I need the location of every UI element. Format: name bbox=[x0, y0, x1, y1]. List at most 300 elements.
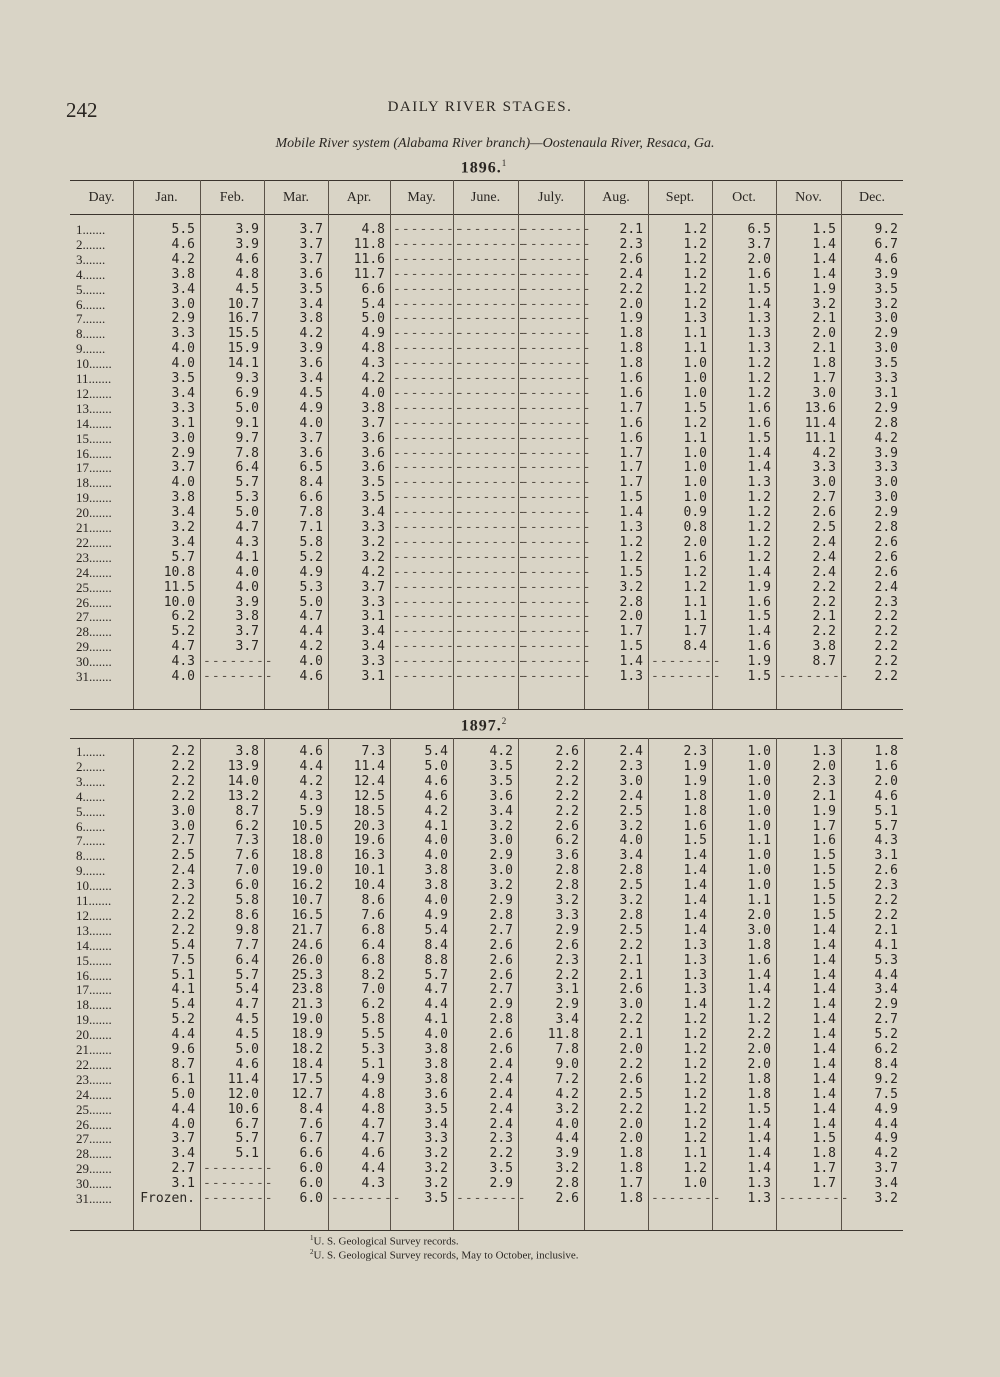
stage-value: 4.4 bbox=[874, 1116, 898, 1132]
stage-value: 1.7 bbox=[812, 371, 836, 386]
day-label: 21....... bbox=[76, 1042, 112, 1057]
stage-value: 8.4 bbox=[424, 937, 448, 953]
column-header-oct: Oct. bbox=[732, 190, 756, 205]
blank-entry: -------- bbox=[456, 639, 527, 655]
stage-value: 3.8 bbox=[812, 639, 836, 655]
stage-value: 2.8 bbox=[555, 878, 579, 894]
stage-value: 1.2 bbox=[683, 1161, 707, 1177]
stage-value: 1.5 bbox=[747, 609, 771, 625]
stage-value: 3.4 bbox=[171, 534, 195, 550]
stage-value: 2.0 bbox=[619, 1131, 643, 1147]
stage-value: 1.6 bbox=[812, 833, 836, 849]
stage-value: 2.9 bbox=[171, 445, 195, 461]
stage-value: 2.6 bbox=[555, 744, 579, 759]
t1897-column-june bbox=[456, 744, 527, 1207]
stage-value: 6.7 bbox=[299, 1131, 323, 1147]
stage-value: 4.6 bbox=[299, 744, 323, 759]
stage-value: 4.2 bbox=[555, 1086, 579, 1102]
stage-value: 10.0 bbox=[163, 594, 195, 610]
t1896-column-may bbox=[393, 222, 464, 685]
stage-value: 9.0 bbox=[555, 1056, 579, 1072]
blank-entry: -------- bbox=[456, 609, 527, 625]
stage-value: 8.2 bbox=[361, 967, 385, 983]
stage-value: 1.8 bbox=[812, 1146, 836, 1162]
stage-value: 4.0 bbox=[235, 564, 259, 580]
stage-value: 1.8 bbox=[812, 356, 836, 372]
stage-value: 3.1 bbox=[361, 669, 385, 684]
t1896-column-mar bbox=[267, 223, 323, 685]
stage-value: 2.3 bbox=[812, 773, 836, 789]
t1897-column-apr bbox=[331, 744, 402, 1207]
stage-value: 6.6 bbox=[299, 1146, 323, 1162]
stage-value: 6.0 bbox=[299, 1176, 323, 1192]
stage-value: 10.5 bbox=[291, 818, 323, 834]
stage-value: 3.3 bbox=[361, 594, 385, 610]
stage-value: 2.3 bbox=[171, 878, 195, 894]
day-label: 16....... bbox=[76, 445, 112, 461]
column-header-june: June. bbox=[470, 190, 501, 205]
footnote-marker-1: 1 bbox=[501, 158, 508, 168]
rule-1897-top bbox=[70, 738, 903, 739]
stage-value: 3.2 bbox=[619, 818, 643, 834]
stage-value: 1.1 bbox=[683, 341, 707, 357]
stage-value: 1.4 bbox=[812, 982, 836, 998]
stage-value: 2.0 bbox=[747, 1056, 771, 1072]
stage-value: 4.1 bbox=[424, 1012, 448, 1028]
stage-value: 1.4 bbox=[619, 654, 643, 670]
stage-value: 2.3 bbox=[555, 952, 579, 968]
day-label: 4....... bbox=[76, 266, 106, 282]
footnote-2-mark: 2 bbox=[310, 1248, 314, 1256]
stage-value: 2.7 bbox=[171, 833, 195, 849]
stage-value: 16.7 bbox=[227, 311, 259, 327]
stage-value: 5.5 bbox=[361, 1027, 385, 1043]
stage-value: 8.4 bbox=[299, 475, 323, 491]
stage-value: 3.0 bbox=[619, 773, 643, 789]
blank-entry: -------- bbox=[456, 534, 527, 550]
stage-value: 2.2 bbox=[171, 893, 195, 908]
blank-entry: -------- bbox=[521, 520, 592, 535]
footnote-2-text: U. S. Geological Survey records, May to October, inclusive. bbox=[313, 1249, 579, 1262]
stage-value: 2.6 bbox=[555, 818, 579, 834]
column-divider bbox=[328, 738, 329, 1230]
blank-entry: -------- bbox=[456, 281, 527, 297]
stage-value: 3.8 bbox=[424, 863, 448, 879]
blank-entry: -------- bbox=[521, 251, 592, 267]
stage-value: 2.2 bbox=[874, 907, 898, 923]
stage-value: 4.9 bbox=[874, 1101, 898, 1117]
stage-value: 1.5 bbox=[619, 639, 643, 655]
stage-value: 1.7 bbox=[812, 1176, 836, 1192]
stage-value: 3.8 bbox=[424, 1071, 448, 1087]
stage-value: 19.6 bbox=[353, 833, 385, 849]
stage-value: 3.7 bbox=[299, 236, 323, 252]
stage-value: 1.6 bbox=[747, 594, 771, 610]
stage-value: 4.4 bbox=[299, 758, 323, 774]
stage-value: 19.0 bbox=[291, 863, 323, 879]
column-header-apr: Apr. bbox=[346, 190, 372, 205]
column-divider bbox=[712, 180, 713, 709]
stage-value: 1.4 bbox=[812, 1012, 836, 1028]
stage-value: 1.8 bbox=[619, 1161, 643, 1177]
blank-entry: -------- bbox=[393, 251, 464, 267]
stage-value: 2.4 bbox=[171, 863, 195, 879]
stage-value: 2.6 bbox=[555, 937, 579, 953]
stage-value: 5.1 bbox=[361, 1056, 385, 1072]
stage-value: 8.7 bbox=[235, 803, 259, 819]
blank-entry: -------- bbox=[393, 534, 464, 550]
stage-value: 1.6 bbox=[619, 415, 643, 431]
stage-value: 1.2 bbox=[747, 356, 771, 372]
stage-value: 3.6 bbox=[299, 356, 323, 372]
stage-value: 4.0 bbox=[171, 341, 195, 357]
blank-entry: -------- bbox=[456, 505, 527, 521]
day-label: 26....... bbox=[76, 1116, 112, 1132]
stage-value: 1.4 bbox=[747, 564, 771, 580]
blank-entry: -------- bbox=[521, 654, 592, 670]
stage-value: 3.9 bbox=[874, 445, 898, 461]
stage-value: 5.9 bbox=[299, 803, 323, 819]
blank-entry: -------- bbox=[393, 445, 464, 461]
stage-value: 4.4 bbox=[424, 997, 448, 1013]
stage-value: 2.5 bbox=[619, 922, 643, 938]
stage-value: 4.0 bbox=[424, 833, 448, 849]
year-1897-heading bbox=[0, 716, 968, 735]
stage-value: 25.3 bbox=[291, 967, 323, 983]
day-label: 22....... bbox=[76, 1056, 112, 1072]
footnote-1 bbox=[310, 1234, 459, 1248]
day-label: 31....... bbox=[76, 1191, 112, 1206]
stage-value: 1.2 bbox=[747, 385, 771, 401]
stage-value: 1.2 bbox=[683, 1101, 707, 1117]
stage-value: 5.0 bbox=[235, 400, 259, 416]
stage-value: 10.1 bbox=[353, 863, 385, 879]
stage-value: 4.1 bbox=[171, 982, 195, 998]
t1896-column-dec bbox=[844, 223, 898, 685]
blank-entry: -------- bbox=[393, 475, 464, 491]
blank-entry: -------- bbox=[393, 326, 464, 342]
stage-value: 1.4 bbox=[812, 1101, 836, 1117]
stage-value: 2.7 bbox=[812, 490, 836, 506]
stage-value: 4.3 bbox=[361, 356, 385, 372]
blank-entry: -------- bbox=[393, 400, 464, 416]
stage-value: 1.9 bbox=[812, 281, 836, 297]
stage-value: 3.1 bbox=[361, 609, 385, 625]
stage-value: 4.4 bbox=[874, 967, 898, 983]
blank-entry: -------- bbox=[456, 415, 527, 431]
stage-value: 3.4 bbox=[424, 1116, 448, 1132]
stage-value: 1.8 bbox=[874, 744, 898, 759]
stage-value: 2.9 bbox=[874, 997, 898, 1013]
stage-value: 4.9 bbox=[299, 564, 323, 580]
day-label: 22....... bbox=[76, 534, 112, 550]
stage-value: 2.0 bbox=[619, 609, 643, 625]
blank-entry: -------- bbox=[521, 341, 592, 357]
column-divider bbox=[776, 738, 777, 1230]
blank-entry: -------- bbox=[521, 445, 592, 461]
day-label: 4....... bbox=[76, 788, 106, 804]
stage-value: 2.0 bbox=[619, 1116, 643, 1132]
stage-value: 9.7 bbox=[235, 430, 259, 446]
stage-value: 1.2 bbox=[683, 579, 707, 595]
stage-value: 1.4 bbox=[812, 1086, 836, 1102]
t1897-column-oct bbox=[715, 745, 771, 1207]
rule-header-bottom bbox=[70, 214, 903, 215]
stage-value: 2.0 bbox=[812, 326, 836, 342]
day-label: 14....... bbox=[76, 937, 112, 953]
stage-value: 4.1 bbox=[874, 937, 898, 953]
stage-value: 3.0 bbox=[812, 385, 836, 401]
stage-value: 1.7 bbox=[619, 624, 643, 640]
stage-value: 2.2 bbox=[812, 624, 836, 640]
stage-value: 1.6 bbox=[683, 549, 707, 565]
day-label: 11....... bbox=[76, 371, 112, 386]
t1897-column-jan bbox=[136, 745, 195, 1207]
stage-value: 1.2 bbox=[747, 490, 771, 506]
blank-entry: -------- bbox=[651, 654, 722, 670]
stage-value: 2.9 bbox=[874, 505, 898, 521]
stage-value: 11.4 bbox=[353, 758, 385, 774]
stage-value: 3.6 bbox=[361, 445, 385, 461]
blank-entry: -------- bbox=[456, 251, 527, 267]
stage-value: 4.9 bbox=[424, 907, 448, 923]
stage-value: 3.5 bbox=[489, 773, 513, 789]
stage-value: 11.8 bbox=[353, 236, 385, 252]
stage-value: 1.5 bbox=[619, 564, 643, 580]
stage-value: 3.8 bbox=[299, 311, 323, 327]
stage-value: 2.4 bbox=[619, 744, 643, 759]
day-label: 3....... bbox=[76, 251, 106, 267]
stage-value: 2.5 bbox=[619, 1086, 643, 1102]
column-divider bbox=[133, 738, 134, 1230]
stage-value: 5.8 bbox=[235, 893, 259, 908]
stage-value: 3.3 bbox=[171, 326, 195, 342]
blank-entry: -------- bbox=[521, 371, 592, 386]
stage-value: 3.2 bbox=[812, 296, 836, 312]
stage-value: 2.2 bbox=[619, 1012, 643, 1028]
stage-value: 3.0 bbox=[171, 430, 195, 446]
stage-value: 3.6 bbox=[555, 848, 579, 864]
stage-value: 3.0 bbox=[874, 311, 898, 327]
stage-value: 1.3 bbox=[619, 520, 643, 535]
stage-value: 3.5 bbox=[874, 356, 898, 372]
stage-value: 11.6 bbox=[353, 251, 385, 267]
stage-value: 2.2 bbox=[874, 624, 898, 640]
stage-value: 4.3 bbox=[171, 654, 195, 670]
blank-entry: -------- bbox=[521, 385, 592, 401]
stage-value: 2.4 bbox=[619, 266, 643, 282]
stage-value: 2.1 bbox=[812, 609, 836, 625]
stage-value: 4.0 bbox=[361, 385, 385, 401]
stage-value: 4.0 bbox=[171, 1116, 195, 1132]
stage-value: 1.0 bbox=[683, 445, 707, 461]
stage-value: 4.7 bbox=[171, 639, 195, 655]
stage-value: 3.5 bbox=[424, 1191, 448, 1206]
stage-value: 3.4 bbox=[489, 803, 513, 819]
stage-value: 3.2 bbox=[489, 878, 513, 894]
stage-value: 6.2 bbox=[874, 1042, 898, 1057]
blank-entry: -------- bbox=[203, 654, 274, 670]
footnote-1-mark: 1 bbox=[310, 1234, 314, 1242]
stage-value: 3.5 bbox=[171, 371, 195, 386]
stage-value: 4.6 bbox=[874, 251, 898, 267]
blank-entry: -------- bbox=[456, 326, 527, 342]
blank-entry: -------- bbox=[393, 609, 464, 625]
stage-value: 3.8 bbox=[171, 266, 195, 282]
stage-value: 18.4 bbox=[291, 1056, 323, 1072]
blank-entry: -------- bbox=[651, 669, 722, 684]
stage-value: 4.5 bbox=[235, 281, 259, 297]
stage-value: 2.2 bbox=[171, 907, 195, 923]
stage-value: 7.6 bbox=[361, 907, 385, 923]
stage-value: 1.5 bbox=[683, 833, 707, 849]
stage-value: 1.0 bbox=[747, 848, 771, 864]
t1897-column-mar bbox=[267, 745, 323, 1207]
stage-value: 11.4 bbox=[804, 415, 836, 431]
stage-value: 1.3 bbox=[619, 669, 643, 684]
stage-value: 2.2 bbox=[812, 579, 836, 595]
rule-1896-bottom bbox=[70, 709, 903, 710]
stage-value: 2.2 bbox=[874, 669, 898, 684]
stage-value: 10.4 bbox=[353, 878, 385, 894]
column-header-july: July. bbox=[538, 190, 564, 205]
stage-value: 5.3 bbox=[299, 579, 323, 595]
stage-value: 1.0 bbox=[683, 460, 707, 476]
blank-entry: -------- bbox=[393, 460, 464, 476]
stage-value: 2.8 bbox=[555, 863, 579, 879]
day-label: 15....... bbox=[76, 952, 112, 968]
stage-value: 1.9 bbox=[747, 654, 771, 670]
stage-value: 0.9 bbox=[683, 505, 707, 521]
stage-value: 1.0 bbox=[683, 385, 707, 401]
day-label: 9....... bbox=[76, 863, 106, 879]
stage-value: 5.3 bbox=[361, 1042, 385, 1057]
blank-entry: -------- bbox=[521, 281, 592, 297]
stage-value: 4.7 bbox=[235, 997, 259, 1013]
day-label: 20....... bbox=[76, 505, 112, 521]
stage-value: 3.8 bbox=[171, 490, 195, 506]
stage-value: 1.6 bbox=[747, 415, 771, 431]
stage-value: 8.6 bbox=[235, 907, 259, 923]
blank-entry: -------- bbox=[521, 639, 592, 655]
blank-entry: -------- bbox=[393, 490, 464, 506]
stage-value: 7.5 bbox=[171, 952, 195, 968]
day-label: 11....... bbox=[76, 893, 112, 908]
stage-value: 11.8 bbox=[547, 1027, 579, 1043]
stage-value: 1.2 bbox=[683, 1086, 707, 1102]
stage-value: 4.2 bbox=[299, 326, 323, 342]
column-divider bbox=[264, 180, 265, 709]
stage-value: 11.1 bbox=[804, 430, 836, 446]
stage-value: 2.4 bbox=[812, 549, 836, 565]
day-label: 5....... bbox=[76, 281, 106, 297]
stage-value: 4.7 bbox=[235, 520, 259, 535]
column-divider bbox=[648, 180, 649, 709]
stage-value: 4.1 bbox=[424, 818, 448, 834]
stage-value: 1.5 bbox=[812, 907, 836, 923]
stage-value: 1.4 bbox=[747, 445, 771, 461]
stage-value: 1.8 bbox=[747, 937, 771, 953]
stage-value: 2.7 bbox=[489, 922, 513, 938]
stage-value: 1.8 bbox=[619, 1191, 643, 1206]
blank-entry: -------- bbox=[393, 341, 464, 357]
stage-value: 18.0 bbox=[291, 833, 323, 849]
column-header-sept: Sept. bbox=[665, 190, 695, 205]
stage-value: 9.2 bbox=[874, 1071, 898, 1087]
day-label: 1....... bbox=[76, 744, 106, 759]
blank-entry: -------- bbox=[456, 1191, 527, 1206]
day-label: 27....... bbox=[76, 1131, 112, 1147]
day-label: 23....... bbox=[76, 1071, 112, 1087]
stage-value: 2.7 bbox=[874, 1012, 898, 1028]
footnote-2 bbox=[310, 1248, 579, 1262]
t1896-column-aug bbox=[587, 223, 643, 685]
day-label: 26....... bbox=[76, 594, 112, 610]
stage-value: 2.4 bbox=[874, 579, 898, 595]
stage-value: 2.9 bbox=[874, 326, 898, 342]
blank-entry: -------- bbox=[456, 371, 527, 386]
stage-value: 1.9 bbox=[683, 773, 707, 789]
stage-value: 3.7 bbox=[299, 251, 323, 267]
stage-value: 1.4 bbox=[683, 997, 707, 1013]
stage-value: 6.4 bbox=[361, 937, 385, 953]
stage-value: 1.4 bbox=[683, 848, 707, 864]
stage-value: 2.6 bbox=[874, 534, 898, 550]
stage-value: 4.2 bbox=[812, 445, 836, 461]
stage-value: 3.7 bbox=[171, 460, 195, 476]
stage-value: 26.0 bbox=[291, 952, 323, 968]
stage-value: 3.7 bbox=[874, 1161, 898, 1177]
stage-value: 1.2 bbox=[683, 1042, 707, 1057]
stage-value: 5.7 bbox=[235, 967, 259, 983]
stage-value: 3.4 bbox=[555, 1012, 579, 1028]
day-label: 10....... bbox=[76, 356, 112, 372]
day-label: 23....... bbox=[76, 549, 112, 565]
stage-value: 1.0 bbox=[747, 773, 771, 789]
stage-value: 4.2 bbox=[424, 803, 448, 819]
rule-top bbox=[70, 180, 903, 181]
stage-value: 1.3 bbox=[683, 967, 707, 983]
stage-value: 9.8 bbox=[235, 922, 259, 938]
stage-value: 3.8 bbox=[424, 1042, 448, 1057]
stage-value: 1.0 bbox=[747, 758, 771, 774]
stage-value: 2.9 bbox=[171, 311, 195, 327]
stage-value: 5.3 bbox=[235, 490, 259, 506]
stage-value: 3.5 bbox=[424, 1101, 448, 1117]
stage-value: 21.7 bbox=[291, 922, 323, 938]
blank-entry: -------- bbox=[521, 475, 592, 491]
stage-value: 3.1 bbox=[171, 415, 195, 431]
stage-value: 8.4 bbox=[874, 1056, 898, 1072]
stage-value: 6.7 bbox=[874, 236, 898, 252]
stage-value: 1.4 bbox=[747, 967, 771, 983]
stage-value: 4.6 bbox=[235, 1056, 259, 1072]
stage-value: 2.0 bbox=[874, 773, 898, 789]
stage-value: 2.9 bbox=[874, 400, 898, 416]
stage-value: 4.7 bbox=[299, 609, 323, 625]
day-label: 12....... bbox=[76, 907, 112, 923]
blank-entry: -------- bbox=[393, 579, 464, 595]
stage-value: 3.1 bbox=[874, 848, 898, 864]
stage-value: 2.4 bbox=[812, 564, 836, 580]
stage-value: 1.5 bbox=[747, 669, 771, 684]
stage-value: 1.3 bbox=[747, 1176, 771, 1192]
stage-value: 4.5 bbox=[299, 385, 323, 401]
stage-value: 13.6 bbox=[804, 400, 836, 416]
day-label: 25....... bbox=[76, 579, 112, 595]
stage-value: 4.8 bbox=[361, 222, 385, 237]
stage-value: 3.2 bbox=[874, 1191, 898, 1206]
